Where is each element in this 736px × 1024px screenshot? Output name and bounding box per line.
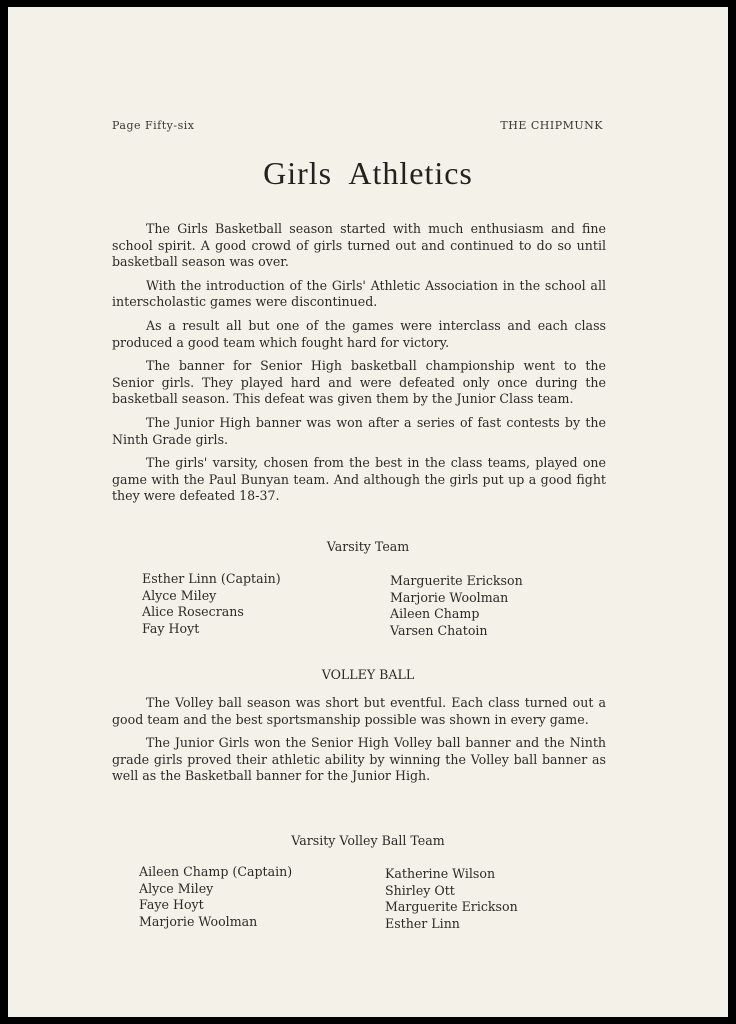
varsity-roster-right — [390, 573, 523, 639]
paragraph: The girls' varsity, chosen from the best in the class teams, played one game with the Paul Bunyan team. And although the girls put up a good fight they were defeated 18-37. — [112, 455, 606, 504]
varsity-roster-left — [142, 571, 281, 637]
roster-name: Aileen Champ (Captain) — [139, 864, 293, 879]
varsity-team-heading: Varsity Team — [326, 539, 410, 554]
roster-name: Katherine Wilson — [385, 866, 496, 881]
roster-name: Marguerite Erickson — [390, 573, 523, 588]
basketball-section — [112, 221, 606, 512]
volley-ball-section — [112, 695, 606, 792]
roster-name: Esther Linn — [385, 915, 460, 931]
volley-roster-left — [139, 864, 292, 930]
paragraph: With the introduction of the Girls' Athletic Association in the school all interscholastic games were discontinued. — [112, 277, 606, 310]
volley-ball-heading: VOLLEY BALL — [321, 667, 415, 682]
roster-name: Shirley Ott — [385, 882, 455, 898]
roster-name: Varsen Chatoin — [390, 622, 488, 638]
roster-name: Aileen Champ — [390, 606, 480, 622]
roster-name: Marguerite Erickson — [385, 899, 518, 915]
page-title: Girls Athletics — [263, 155, 473, 191]
volley-roster-right — [385, 866, 518, 932]
paragraph: The Junior High banner was won after a series of fast contests by the Ninth Grade girls. — [112, 414, 606, 447]
roster-name: Marjorie Woolman — [390, 589, 509, 605]
volley-team-heading: Varsity Volley Ball Team — [291, 833, 445, 848]
roster-name: Alyce Miley — [142, 587, 217, 603]
paragraph: The Volley ball season was short but eventful. Each class turned out a good team and the best sportsmanship possible was shown in every game. — [112, 695, 606, 727]
page-number: Page Fifty-six — [112, 119, 195, 132]
roster-name: Esther Linn (Captain) — [142, 571, 281, 586]
roster-name: Marjorie Woolman — [139, 913, 258, 929]
paragraph: As a result all but one of the games were interclass and each class produced a good team which fought hard for victory. — [112, 317, 606, 350]
roster-name: Alyce Miley — [139, 880, 214, 896]
roster-name: Faye Hoyt — [139, 897, 204, 913]
paragraph: The banner for Senior High basketball championship went to the Senior girls. They played hard and were defeated only once during the basketball season. This defeat was given them by the Junior Class team. — [112, 358, 606, 407]
page — [8, 7, 728, 1017]
roster-name: Alice Rosecrans — [142, 604, 244, 620]
paragraph: The Junior Girls won the Senior High Volley ball banner and the Ninth grade girls proved their athletic ability by winning the Volley ball banner as well as the Basketball banner for the Junior High. — [112, 735, 606, 784]
publication-title: THE CHIPMUNK — [500, 119, 603, 132]
paragraph: The Girls Basketball season started with much enthusiasm and fine school spirit. A good crowd of girls turned out and continued to do so until basketball season was over. — [112, 221, 606, 270]
roster-name: Fay Hoyt — [142, 620, 200, 636]
